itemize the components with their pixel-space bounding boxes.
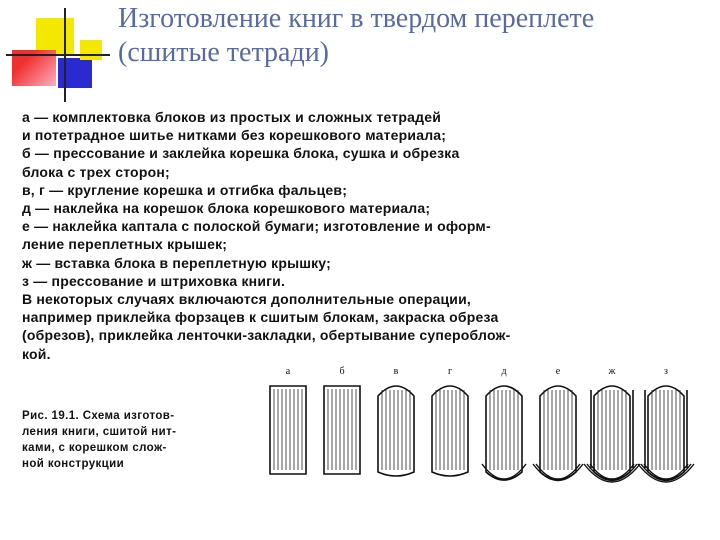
text-line: и потетрадное шитье нитками без корешкового материала; — [22, 127, 447, 144]
book-block-outline — [648, 386, 684, 480]
caption-line: ления книги, сшитой нит- — [22, 426, 177, 438]
text-line: б — прессование и заклейка корешка блока, сушка и обрезка — [22, 145, 460, 162]
text-line: (обрезов), приклейка ленточки-закладки, обертывание суперoблож- — [22, 327, 511, 344]
figure-caption — [22, 408, 252, 472]
stage-label: д — [501, 366, 507, 377]
title-line-2: (сшитые тетради) — [118, 37, 329, 68]
book-stage — [584, 366, 640, 482]
text-line: блока с трех сторон; — [22, 163, 170, 180]
book-stage — [533, 366, 583, 481]
book-block-outline — [432, 386, 468, 476]
caption-line: ной конструкции — [22, 458, 125, 470]
caption-line: ками, с корешком слож- — [22, 442, 167, 454]
text-line: в, г — кругление корешка и отгибка фальцев; — [22, 181, 348, 198]
stage-label: а — [285, 366, 291, 377]
book-stage — [638, 366, 694, 482]
text-line: з — прессование и штриховка книги. — [22, 272, 286, 289]
stage-label: в — [393, 366, 399, 377]
stage-label: е — [555, 366, 561, 377]
book-stage — [324, 366, 360, 474]
book-stage — [270, 366, 306, 474]
book-block-outline — [270, 386, 306, 474]
text-line: а — комплектовка блоков из простых и сложных тетрадей — [22, 109, 442, 125]
book-block-outline — [594, 386, 630, 480]
text-line: ление переплетных крышек; — [22, 236, 228, 253]
book-stage — [482, 366, 526, 480]
book-block-outline — [486, 386, 522, 480]
book-stage — [378, 366, 414, 476]
deco-horizontal-line — [6, 54, 110, 56]
book-block-outline — [378, 386, 414, 476]
text-line: например приклейка форзацев к сшитым блокам, закраска обреза — [22, 309, 499, 326]
book-block-outline — [324, 386, 360, 474]
slide-title — [118, 2, 708, 70]
text-line: ж — вставка блока в переплетную крышку; — [22, 254, 331, 271]
book-stages-figure — [260, 362, 720, 512]
text-line: е — наклейка каптала с полоской бумаги; изготовление и оформ- — [22, 218, 491, 235]
stage-label: б — [339, 366, 345, 377]
stage-label: з — [664, 366, 668, 377]
stage-label: г — [447, 366, 453, 377]
book-block-outline — [540, 386, 576, 480]
deco-yellow-small — [80, 40, 102, 60]
caption-line: Рис. 19.1. Схема изготов- — [22, 410, 175, 422]
book-stage — [432, 366, 468, 476]
text-line: д — наклейка на корешок блока корешкового материала; — [22, 200, 431, 217]
body-text — [22, 108, 712, 363]
stage-label: ж — [608, 366, 616, 377]
title-line-1: Изготовление книг в твердом переплете — [118, 3, 595, 34]
text-line: кой. — [22, 345, 51, 362]
text-line: В некоторых случаях включаются дополнительные операции, — [22, 291, 471, 308]
